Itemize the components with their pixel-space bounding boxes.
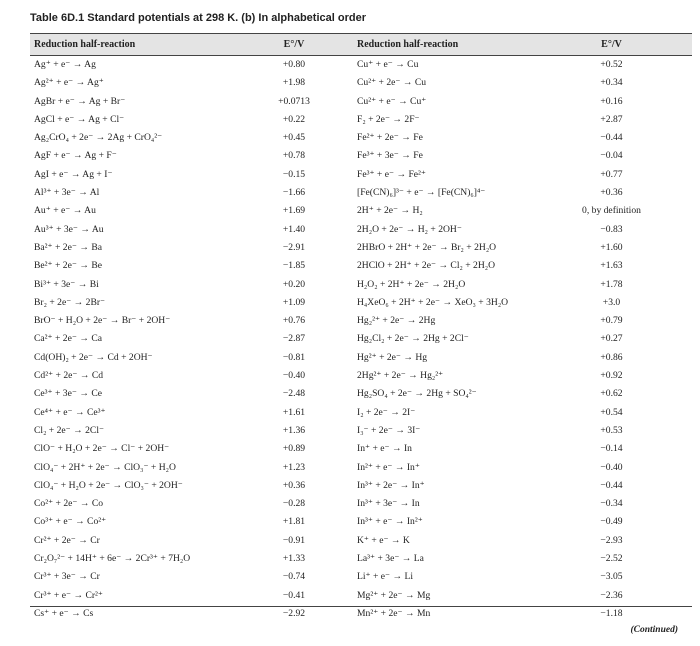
left-potential: +0.80 [282, 59, 306, 70]
left-potential: −0.81 [282, 351, 306, 363]
left-reaction: Al³⁺ + 3e⁻ → Al [34, 187, 100, 199]
left-potential: +0.20 [282, 278, 306, 290]
left-potential: −1.85 [282, 260, 306, 272]
right-reaction: In³⁺ + e⁻ → In²⁺ [357, 516, 423, 528]
left-potential: −2.92 [282, 607, 306, 619]
left-reaction: AgI + e⁻ → Ag + I⁻ [34, 168, 113, 180]
right-potential: +0.53 [600, 424, 623, 436]
right-reaction: Cu²⁺ + 2e⁻ → Cu [357, 77, 427, 89]
right-potential: −0.44 [600, 479, 623, 491]
right-potential: −2.36 [600, 589, 623, 601]
right-reaction: Mn²⁺ + 2e⁻ → Mn [357, 607, 431, 619]
right-reactions-column [353, 56, 531, 623]
right-reaction: Hg²⁺ + 2e⁻ → Hg [357, 351, 428, 363]
left-potential: +0.45 [282, 132, 306, 144]
right-reaction: 2Hg²⁺ + 2e⁻ → Hg₂²⁺ [357, 370, 444, 382]
right-reaction: Mg²⁺ + 2e⁻ → Mg [357, 589, 431, 601]
right-potential: +0.34 [600, 77, 623, 89]
right-potential: −2.52 [600, 553, 623, 565]
right-potential: +0.86 [600, 351, 623, 363]
right-reaction: Cu²⁺ + e⁻ → Cu⁺ [357, 95, 427, 107]
right-potential: −0.34 [600, 498, 623, 510]
header-reduction-right: Reduction half-reaction [357, 39, 459, 50]
right-potential: 0, by definition [582, 205, 641, 217]
right-potential: −1.18 [600, 607, 623, 619]
header-potential-right: E°/V [601, 39, 622, 50]
left-reaction: Be²⁺ + 2e⁻ → Be [34, 260, 102, 272]
right-reaction: Hg₂SO₄ + 2e⁻ → 2Hg + SO₄²⁻ [357, 388, 477, 400]
right-reaction: In³⁺ + 3e⁻ → In [357, 498, 420, 510]
right-potential: +0.36 [600, 187, 623, 199]
right-potential: +0.54 [600, 406, 623, 418]
right-potential: −0.49 [600, 516, 623, 528]
left-reaction: Co²⁺ + 2e⁻ → Co [34, 498, 104, 510]
left-potential: +1.61 [282, 406, 306, 418]
left-potential: −0.41 [282, 589, 306, 601]
right-potential: +0.79 [600, 315, 623, 327]
right-reaction: K⁺ + e⁻ → K [357, 534, 410, 546]
left-reaction: Au³⁺ + 3e⁻ → Au [34, 223, 104, 235]
right-reaction: [Fe(CN)₆]³⁻ + e⁻ → [Fe(CN)₆]⁴⁻ [357, 187, 486, 199]
left-potential: +0.0713 [278, 95, 310, 107]
right-potential: −0.83 [600, 223, 623, 235]
right-reaction: In²⁺ + e⁻ → In⁺ [357, 461, 420, 473]
right-potential: +1.63 [600, 260, 623, 272]
left-potential: +0.89 [282, 443, 306, 455]
left-reaction: Cr³⁺ + 3e⁻ → Cr [34, 571, 100, 583]
left-reaction: Co³⁺ + e⁻ → Co²⁺ [34, 516, 107, 528]
left-potential: +1.23 [282, 461, 306, 473]
right-reaction: In³⁺ + 2e⁻ → In⁺ [357, 479, 425, 491]
right-potential: +1.60 [600, 241, 623, 253]
left-reaction: AgF + e⁻ → Ag + F⁻ [34, 150, 117, 162]
left-potential: +1.81 [282, 516, 306, 528]
left-potential: −2.87 [282, 333, 306, 345]
right-potential: +0.27 [600, 333, 623, 345]
left-potential: −1.66 [282, 187, 306, 199]
left-potential: −0.15 [282, 168, 306, 180]
right-potentials-column [531, 56, 692, 623]
left-reaction: ClO⁻ + H₂O + 2e⁻ → Cl⁻ + 2OH⁻ [34, 443, 170, 455]
right-potential: +1.78 [600, 278, 623, 290]
right-potential: −0.04 [600, 150, 623, 162]
right-reaction: H₄XeO₆ + 2H⁺ + 2e⁻ → XeO₃ + 3H₂O [357, 296, 509, 308]
right-potential: −0.40 [600, 461, 623, 473]
left-reaction: AgCl + e⁻ → Ag + Cl⁻ [34, 113, 125, 125]
left-reaction: Cr₂O₇²⁻ + 14H⁺ + 6e⁻ → 2Cr³⁺ + 7H₂O [34, 553, 191, 565]
right-potential: −0.14 [600, 443, 623, 455]
left-reactions-column [30, 56, 235, 623]
left-potential: +1.69 [282, 205, 306, 217]
right-potential: −0.44 [600, 132, 623, 144]
right-reaction: Fe³⁺ + e⁻ → Fe²⁺ [357, 168, 426, 180]
right-potential: +3.0 [602, 296, 621, 308]
right-reaction: In⁺ + e⁻ → In [357, 443, 412, 455]
table-title: Table 6D.1 Standard potentials at 298 K. (b) In alphabetical order [30, 12, 366, 24]
left-reaction: AgBr + e⁻ → Ag + Br⁻ [34, 95, 126, 107]
left-potential: −0.40 [282, 370, 306, 382]
right-reaction: 2H₂O + 2e⁻ → H₂ + 2OH⁻ [357, 223, 462, 235]
right-potential: −2.93 [600, 534, 623, 546]
table-header [30, 33, 692, 56]
continued-note: (Continued) [630, 625, 678, 635]
left-reaction: Ce³⁺ + 3e⁻ → Ce [34, 388, 102, 400]
left-potential: +1.98 [282, 77, 306, 89]
left-reaction: Cl₂ + 2e⁻ → 2Cl⁻ [34, 424, 105, 436]
left-reaction: Au⁺ + e⁻ → Au [34, 205, 96, 217]
left-reaction: Ag²⁺ + e⁻ → Ag⁺ [34, 77, 104, 89]
left-reaction: Ag₂CrO₄ + 2e⁻ → 2Ag + CrO₄²⁻ [34, 132, 163, 144]
right-potential: +0.77 [600, 168, 623, 180]
left-potential: +0.78 [282, 150, 306, 162]
left-reaction: ClO₄⁻ + H₂O + 2e⁻ → ClO₃⁻ + 2OH⁻ [34, 479, 183, 491]
right-reaction: F₂ + 2e⁻ → 2F⁻ [357, 113, 420, 125]
left-reaction: Ag⁺ + e⁻ → Ag [34, 59, 96, 70]
left-potential: +1.33 [282, 553, 306, 565]
left-potential: −2.91 [282, 241, 306, 253]
right-reaction: 2HClO + 2H⁺ + 2e⁻ → Cl₂ + 2H₂O [357, 260, 496, 272]
left-potential: −0.74 [282, 571, 306, 583]
left-reaction: ClO₄⁻ + 2H⁺ + 2e⁻ → ClO₃⁻ + H₂O [34, 461, 176, 473]
left-reaction: Ca²⁺ + 2e⁻ → Ca [34, 333, 102, 345]
right-potential: +2.87 [600, 113, 623, 125]
left-reaction: Cd(OH)₂ + 2e⁻ → Cd + 2OH⁻ [34, 351, 153, 363]
right-reaction: Hg₂²⁺ + 2e⁻ → 2Hg [357, 315, 436, 327]
table-body [30, 56, 692, 623]
left-potential: −0.28 [282, 498, 306, 510]
left-reaction: Br₂ + 2e⁻ → 2Br⁻ [34, 296, 106, 308]
right-reaction: Fe³⁺ + 3e⁻ → Fe [357, 150, 423, 162]
right-reaction: I₃⁻ + 2e⁻ → 3I⁻ [357, 424, 421, 436]
left-potential: −2.48 [282, 388, 306, 400]
left-reaction: Ba²⁺ + 2e⁻ → Ba [34, 241, 102, 253]
left-reaction: Cs⁺ + e⁻ → Cs [34, 607, 94, 619]
left-reaction: BrO⁻ + H₂O + 2e⁻ → Br⁻ + 2OH⁻ [34, 315, 171, 327]
right-potential: +0.92 [600, 370, 623, 382]
right-potential: +0.62 [600, 388, 623, 400]
table-bottom-rule [30, 606, 692, 607]
left-reaction: Cr²⁺ + 2e⁻ → Cr [34, 534, 100, 546]
right-reaction: H₂O₂ + 2H⁺ + 2e⁻ → 2H₂O [357, 278, 466, 290]
left-potential: +0.36 [282, 479, 306, 491]
right-reaction: La³⁺ + 3e⁻ → La [357, 553, 424, 565]
right-potential: −3.05 [600, 571, 623, 583]
right-reaction: 2HBrO + 2H⁺ + 2e⁻ → Br₂ + 2H₂O [357, 241, 497, 253]
left-potential: +1.40 [282, 223, 306, 235]
left-potentials-column [235, 56, 353, 623]
right-reaction: I₂ + 2e⁻ → 2I⁻ [357, 406, 416, 418]
left-reaction: Cd²⁺ + 2e⁻ → Cd [34, 370, 104, 382]
right-reaction: Cu⁺ + e⁻ → Cu [357, 59, 419, 70]
potentials-table [30, 33, 692, 623]
left-potential: −0.91 [282, 534, 306, 546]
left-reaction: Cr³⁺ + e⁻ → Cr²⁺ [34, 589, 103, 601]
left-potential: +1.36 [282, 424, 306, 436]
right-reaction: Li⁺ + e⁻ → Li [357, 571, 414, 583]
left-reaction: Ce⁴⁺ + e⁻ → Ce³⁺ [34, 406, 106, 418]
right-potential: +0.16 [600, 95, 623, 107]
right-reaction: 2H⁺ + 2e⁻ → H₂ [357, 205, 423, 217]
right-reaction: Fe²⁺ + 2e⁻ → Fe [357, 132, 423, 144]
header-reduction-left: Reduction half-reaction [34, 39, 136, 50]
left-reaction: Bi³⁺ + 3e⁻ → Bi [34, 278, 99, 290]
left-potential: +0.22 [282, 113, 306, 125]
header-potential-left: E°/V [283, 39, 305, 50]
right-potential: +0.52 [600, 59, 623, 70]
left-potential: +0.76 [282, 315, 306, 327]
left-potential: +1.09 [282, 296, 306, 308]
right-reaction: Hg₂Cl₂ + 2e⁻ → 2Hg + 2Cl⁻ [357, 333, 469, 345]
